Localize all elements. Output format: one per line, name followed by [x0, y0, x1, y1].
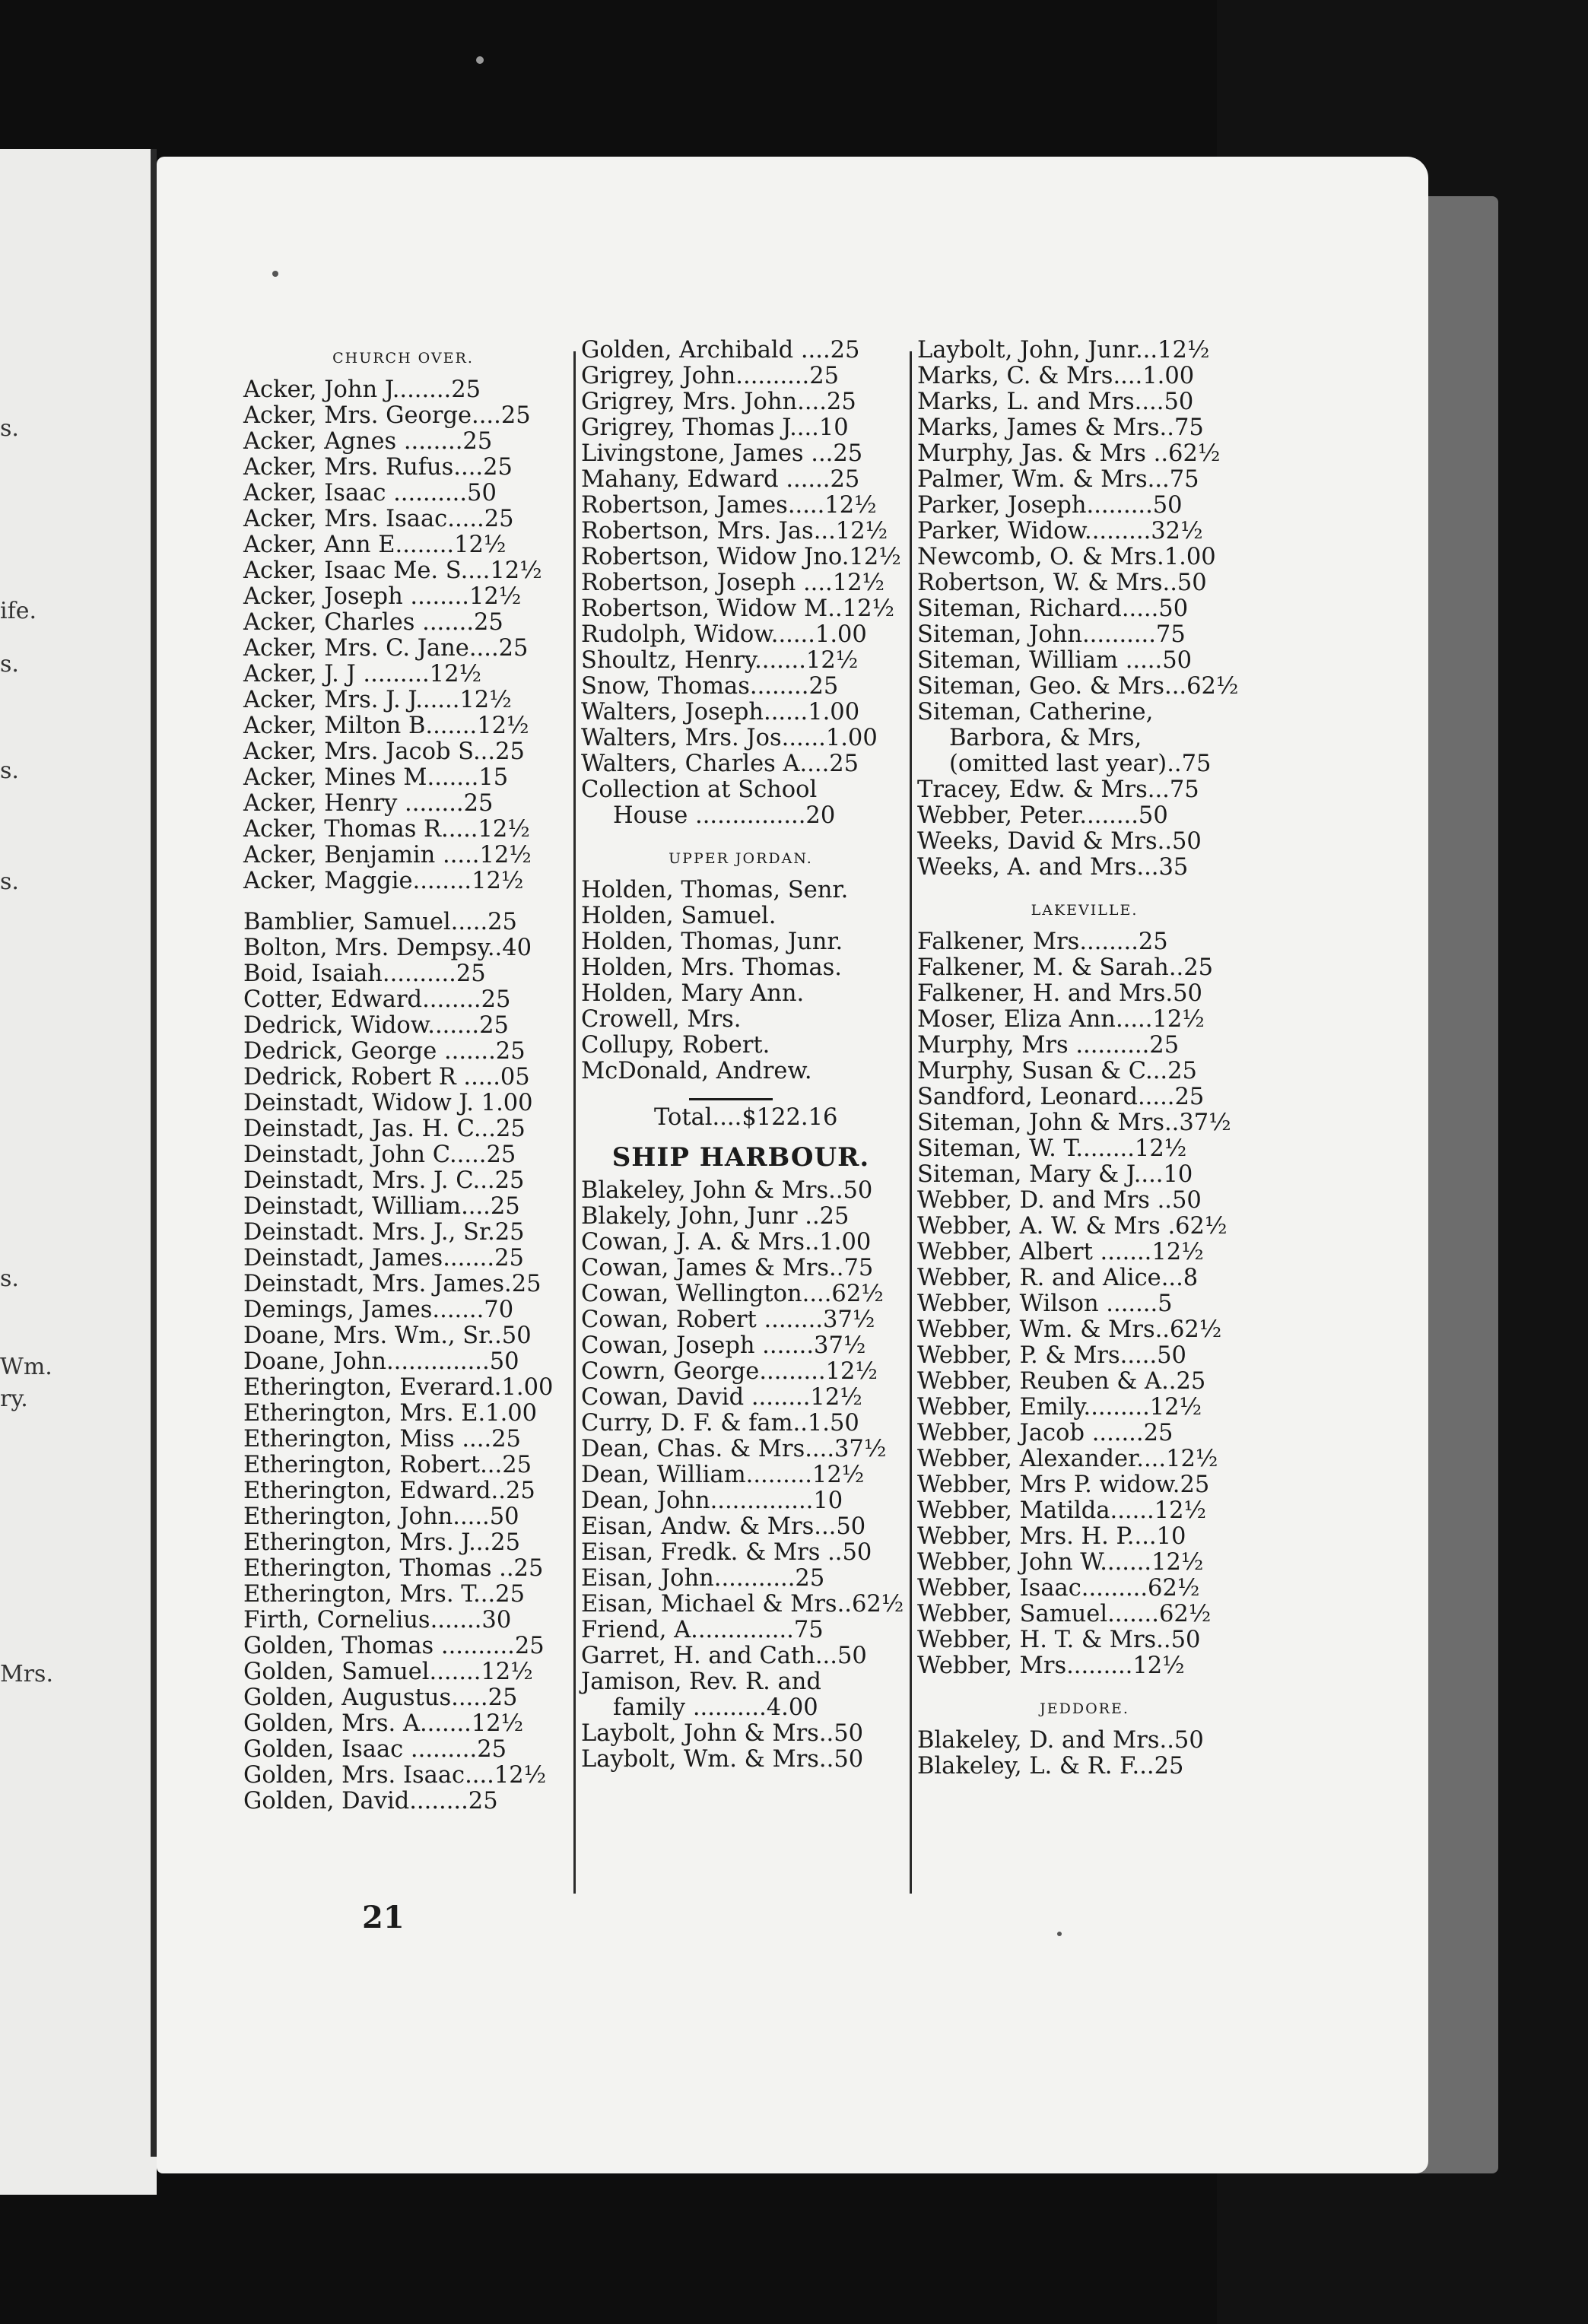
previous-page-fragment: s. — [0, 415, 19, 442]
subscriber-entry: Etherington, Mrs. T...25 — [243, 1581, 525, 1608]
subscriber-entry: Acker, J. J .........12½ — [243, 661, 482, 687]
subscriber-entry: Deinstadt, Mrs. James.25 — [243, 1271, 542, 1297]
subscriber-entry: Webber, Albert .......12½ — [917, 1239, 1204, 1265]
subscriber-entry: Webber, Samuel.......62½ — [917, 1601, 1212, 1627]
subscriber-entry: Marks, James & Mrs..75 — [917, 414, 1204, 441]
subscriber-entry: Golden, Isaac .........25 — [243, 1736, 507, 1763]
subscriber-entry: Webber, D. and Mrs ..50 — [917, 1187, 1202, 1214]
section-heading: CHURCH OVER. — [332, 350, 474, 367]
subscriber-column-1 — [243, 338, 563, 1814]
subscriber-entry: Webber, John W.......12½ — [917, 1549, 1204, 1576]
section-heading: UPPER JORDAN. — [669, 850, 813, 867]
subscriber-entry: Robertson, Joseph ....12½ — [581, 570, 885, 596]
section-heading: LAKEVILLE. — [1031, 902, 1139, 919]
subscriber-entry: Holden, Mary Ann. — [581, 980, 805, 1007]
subscriber-entry: Collupy, Robert. — [581, 1032, 770, 1059]
page-number: 21 — [362, 1900, 405, 1935]
subscriber-entry: Deinstadt, William....25 — [243, 1193, 520, 1220]
subscriber-entry: Acker, Joseph ........12½ — [243, 583, 522, 610]
subscriber-entry: Webber, Jacob .......25 — [917, 1420, 1174, 1446]
subscriber-entry: Webber, P. & Mrs.....50 — [917, 1342, 1186, 1369]
subscriber-entry: Deinstadt, Widow J. 1.00 — [243, 1090, 533, 1116]
subscriber-entry: Falkener, M. & Sarah..25 — [917, 954, 1214, 981]
subscriber-entry: Acker, Benjamin .....12½ — [243, 842, 532, 868]
subscriber-entry: Laybolt, Wm. & Mrs..50 — [581, 1746, 864, 1773]
subscriber-entry: Webber, R. and Alice...8 — [917, 1265, 1199, 1291]
subscriber-entry: Holden, Samuel. — [581, 903, 777, 929]
subscriber-entry: Etherington, Thomas ..25 — [243, 1555, 544, 1582]
subscriber-entry: Walters, Joseph......1.00 — [581, 699, 860, 725]
subscriber-entry: Webber, Mrs. H. P....10 — [917, 1523, 1186, 1550]
subscriber-entry: Dedrick, Widow.......25 — [243, 1012, 509, 1039]
subscriber-entry: Parker, Joseph.........50 — [917, 492, 1183, 519]
subscriber-entry: Jamison, Rev. R. and — [581, 1668, 821, 1695]
subscriber-entry: Murphy, Jas. & Mrs ..62½ — [917, 440, 1221, 467]
subscriber-entry: Acker, John J........25 — [243, 376, 481, 403]
subscriber-entry: Etherington, John.....50 — [243, 1503, 519, 1530]
subscriber-entry: Holden, Thomas, Senr. — [581, 877, 849, 903]
subscriber-entry: Deinstadt, Mrs. J. C...25 — [243, 1167, 525, 1194]
subscriber-entry: Cowan, J. A. & Mrs..1.00 — [581, 1229, 872, 1256]
subscriber-entry: Grigrey, Mrs. John....25 — [581, 389, 856, 415]
subscriber-entry: family ..........4.00 — [613, 1694, 818, 1721]
subscriber-entry: Deinstadt, Jas. H. C...25 — [243, 1116, 526, 1142]
subscriber-entry: Cowan, Robert ........37½ — [581, 1306, 875, 1333]
subscriber-entry: Siteman, Geo. & Mrs...62½ — [917, 673, 1239, 700]
subscriber-entry: Friend, A..............75 — [581, 1617, 824, 1643]
subscriber-entry: Blakely, John, Junr ..25 — [581, 1203, 850, 1230]
subscriber-entry: Acker, Agnes ........25 — [243, 428, 493, 455]
subscriber-entry: McDonald, Andrew. — [581, 1058, 812, 1084]
subscriber-entry: Acker, Mrs. Isaac.....25 — [243, 506, 514, 532]
column-divider — [910, 351, 912, 1894]
subscriber-entry: Collection at School — [581, 776, 818, 803]
subscriber-entry: Acker, Mines M.......15 — [243, 764, 509, 791]
subscriber-entry: Cowan, James & Mrs..75 — [581, 1255, 874, 1281]
subscriber-entry: Walters, Mrs. Jos......1.00 — [581, 725, 878, 751]
subscriber-entry: Parker, Widow.........32½ — [917, 518, 1203, 544]
subscriber-entry: Falkener, Mrs........25 — [917, 929, 1168, 955]
previous-page-fragment: s. — [0, 651, 19, 678]
column-divider — [573, 351, 576, 1894]
subscriber-entry: Walters, Charles A....25 — [581, 751, 859, 777]
subscriber-entry: Acker, Isaac Me. S....12½ — [243, 557, 542, 584]
subscriber-entry: Doane, John..............50 — [243, 1348, 519, 1375]
subscriber-entry: Robertson, Widow M..12½ — [581, 595, 895, 622]
subscriber-entry: Marks, L. and Mrs....50 — [917, 389, 1194, 415]
subscriber-entry: Bamblier, Samuel.....25 — [243, 909, 517, 935]
subscriber-entry: Acker, Milton B.......12½ — [243, 713, 529, 739]
subscriber-entry: Etherington, Everard.1.00 — [243, 1374, 554, 1401]
dust-mark — [476, 56, 484, 64]
subscriber-entry: Acker, Ann E........12½ — [243, 532, 507, 558]
previous-page-fragment: ife. — [0, 598, 37, 624]
subscriber-entry: Eisan, Michael & Mrs..62½ — [581, 1591, 904, 1618]
subscriber-entry: Weeks, A. and Mrs...35 — [917, 854, 1189, 881]
subscriber-entry: Grigrey, John..........25 — [581, 363, 840, 389]
subscriber-entry: Webber, Wm. & Mrs..62½ — [917, 1316, 1222, 1343]
subscriber-entry: Acker, Mrs. J. J......12½ — [243, 687, 512, 713]
subscriber-entry: Grigrey, Thomas J....10 — [581, 414, 849, 441]
subscriber-entry: Webber, H. T. & Mrs..50 — [917, 1627, 1201, 1653]
subscriber-entry: Shoultz, Henry.......12½ — [581, 647, 859, 674]
subscriber-entry: Siteman, Catherine, — [917, 699, 1154, 725]
subscriber-entry: Etherington, Edward..25 — [243, 1478, 535, 1504]
subscriber-entry: Siteman, John..........75 — [917, 621, 1186, 648]
subscriber-entry: Crowell, Mrs. — [581, 1006, 742, 1033]
subscriber-entry: Robertson, James.....12½ — [581, 492, 877, 519]
subscriber-entry: House ...............20 — [613, 802, 836, 829]
subscriber-entry: Blakeley, L. & R. F...25 — [917, 1753, 1184, 1780]
previous-page-fragment: Mrs. — [0, 1661, 53, 1687]
subscriber-entry: Golden, Thomas ..........25 — [243, 1633, 545, 1659]
subscriber-entry: Tracey, Edw. & Mrs...75 — [917, 776, 1199, 803]
subscriber-entry: Weeks, David & Mrs..50 — [917, 828, 1202, 855]
subscriber-entry: Barbora, & Mrs, — [949, 725, 1142, 751]
section-heading: JEDDORE. — [1040, 1700, 1129, 1717]
subscriber-entry: Acker, Thomas R.....12½ — [243, 816, 530, 843]
subscriber-entry: Cowan, David ........12½ — [581, 1384, 862, 1411]
subscriber-entry: Deinstadt, John C.....25 — [243, 1141, 516, 1168]
spacer — [243, 894, 563, 910]
subscriber-entry: Golden, Mrs. Isaac....12½ — [243, 1762, 547, 1789]
subscriber-entry: Acker, Mrs. Jacob S...25 — [243, 738, 525, 765]
subscriber-entry: Blakeley, John & Mrs..50 — [581, 1177, 873, 1204]
subscriber-entry: Doane, Mrs. Wm., Sr..50 — [243, 1322, 532, 1349]
paper-speck — [272, 271, 278, 277]
subscriber-entry: Dean, John..............10 — [581, 1487, 843, 1514]
subscriber-entry: Dedrick, Robert R .....05 — [243, 1064, 530, 1091]
subscriber-entry: Eisan, Andw. & Mrs...50 — [581, 1513, 866, 1540]
subscriber-entry: Eisan, Fredk. & Mrs ..50 — [581, 1539, 872, 1566]
subscriber-entry: Webber, Reuben & A..25 — [917, 1368, 1206, 1395]
subscriber-entry: Acker, Charles .......25 — [243, 609, 503, 636]
subscriber-entry: Boid, Isaiah..........25 — [243, 960, 486, 987]
subscriber-entry: Acker, Isaac ..........50 — [243, 480, 497, 506]
subscriber-entry: Etherington, Miss ....25 — [243, 1426, 521, 1452]
subscriber-entry: Laybolt, John, Junr...12½ — [917, 337, 1210, 364]
subscriber-entry: Cotter, Edward........25 — [243, 986, 511, 1013]
subscriber-column-2 — [581, 337, 904, 1773]
subscriber-entry: Falkener, H. and Mrs.50 — [917, 980, 1202, 1007]
total-rule — [689, 1098, 773, 1100]
subscriber-entry: Firth, Cornelius.......30 — [243, 1607, 512, 1633]
subscriber-entry: Acker, Mrs. C. Jane....25 — [243, 635, 529, 662]
subscriber-entry: Garret, H. and Cath...50 — [581, 1643, 867, 1669]
subscriber-entry: Webber, Isaac.........62½ — [917, 1575, 1200, 1602]
subscriber-entry: Murphy, Susan & C...25 — [917, 1058, 1197, 1084]
previous-page-fragment: Wm. — [0, 1354, 52, 1380]
subscriber-entry: Webber, Peter........50 — [917, 802, 1168, 829]
subscriber-entry: Bolton, Mrs. Dempsy..40 — [243, 935, 532, 961]
subscriber-entry: Robertson, Mrs. Jas...12½ — [581, 518, 888, 544]
subscriber-entry: Webber, Matilda......12½ — [917, 1497, 1207, 1524]
previous-page-fragment: s. — [0, 868, 19, 895]
subscriber-entry: Deinstadt. Mrs. J., Sr.25 — [243, 1219, 525, 1246]
subscriber-entry: Moser, Eliza Ann.....12½ — [917, 1006, 1205, 1033]
subscriber-entry: Holden, Thomas, Junr. — [581, 929, 843, 955]
previous-page-fragment: ry. — [0, 1386, 28, 1412]
subscriber-entry: Siteman, W. T........12½ — [917, 1135, 1187, 1162]
subscriber-entry: Rudolph, Widow......1.00 — [581, 621, 867, 648]
subscriber-entry: Palmer, Wm. & Mrs...75 — [917, 466, 1199, 493]
subscriber-entry: Webber, Alexander....12½ — [917, 1446, 1218, 1472]
subscriber-entry: Siteman, William .....50 — [917, 647, 1193, 674]
subscriber-entry: Cowan, Wellington....62½ — [581, 1281, 884, 1307]
subscriber-entry: Demings, James.......70 — [243, 1297, 514, 1323]
subscriber-entry: Marks, C. & Mrs....1.00 — [917, 363, 1195, 389]
subscriber-entry: Cowrn, George.........12½ — [581, 1358, 878, 1385]
subscriber-entry: Acker, Mrs. George....25 — [243, 402, 531, 429]
subscriber-entry: Blakeley, D. and Mrs..50 — [917, 1727, 1204, 1754]
subscriber-entry: Webber, Mrs P. widow.25 — [917, 1472, 1210, 1498]
subscriber-entry: Sandford, Leonard.....25 — [917, 1084, 1205, 1110]
subscriber-entry: Golden, Augustus.....25 — [243, 1684, 518, 1711]
subscriber-entry: Golden, Samuel.......12½ — [243, 1659, 533, 1685]
subscriber-entry: Golden, David........25 — [243, 1788, 498, 1814]
previous-page — [0, 149, 157, 2195]
paper-speck — [1057, 1932, 1062, 1936]
subscriber-entry: Etherington, Mrs. E.1.00 — [243, 1400, 538, 1427]
subscriber-entry: Dean, William.........12½ — [581, 1462, 865, 1488]
subscriber-entry: Deinstadt, James.......25 — [243, 1245, 524, 1272]
subscriber-entry: Acker, Henry ........25 — [243, 790, 494, 817]
subscriber-entry: Holden, Mrs. Thomas. — [581, 954, 842, 981]
subscriber-column-3 — [917, 338, 1252, 1780]
subscriber-entry: Siteman, John & Mrs..37½ — [917, 1110, 1231, 1136]
subscriber-entry: Acker, Mrs. Rufus....25 — [243, 454, 513, 481]
subscriber-entry: Golden, Archibald ....25 — [581, 337, 860, 364]
subscriber-entry: Murphy, Mrs ..........25 — [917, 1032, 1180, 1059]
subscriber-entry: Siteman, Mary & J....10 — [917, 1161, 1193, 1188]
previous-page-fragment: s. — [0, 1265, 19, 1292]
book-spine — [151, 149, 157, 2157]
section-heading-large: SHIP HARBOUR. — [611, 1142, 870, 1173]
subscriber-entry: Mahany, Edward ......25 — [581, 466, 860, 493]
subscriber-entry: Webber, Wilson .......5 — [917, 1291, 1173, 1317]
subscriber-entry: Dean, Chas. & Mrs....37½ — [581, 1436, 887, 1462]
previous-page-fragment: s. — [0, 757, 19, 784]
subscriber-entry: Cowan, Joseph .......37½ — [581, 1332, 866, 1359]
subscriber-entry: Webber, Mrs.........12½ — [917, 1653, 1185, 1679]
total-line: Total....$122.16 — [654, 1104, 838, 1131]
subscriber-entry: Robertson, W. & Mrs..50 — [917, 570, 1207, 596]
subscriber-entry: Etherington, Robert...25 — [243, 1452, 532, 1478]
subscriber-entry: Curry, D. F. & fam..1.50 — [581, 1410, 859, 1437]
subscriber-entry: Eisan, John...........25 — [581, 1565, 825, 1592]
subscriber-entry: Etherington, Mrs. J...25 — [243, 1529, 520, 1556]
subscriber-entry: Golden, Mrs. A.......12½ — [243, 1710, 524, 1737]
subscriber-entry: Robertson, Widow Jno.12½ — [581, 544, 901, 570]
subscriber-entry: Siteman, Richard.....50 — [917, 595, 1189, 622]
subscriber-entry: Livingstone, James ...25 — [581, 440, 863, 467]
subscriber-entry: Laybolt, John & Mrs..50 — [581, 1720, 864, 1747]
subscriber-entry: Dedrick, George .......25 — [243, 1038, 526, 1065]
subscriber-entry: Acker, Maggie........12½ — [243, 868, 524, 894]
subscriber-entry: Webber, A. W. & Mrs .62½ — [917, 1213, 1228, 1240]
subscriber-entry: (omitted last year)..75 — [949, 751, 1212, 777]
subscriber-entry: Snow, Thomas........25 — [581, 673, 839, 700]
subscriber-entry: Webber, Emily.........12½ — [917, 1394, 1202, 1421]
subscriber-entry: Newcomb, O. & Mrs.1.00 — [917, 544, 1216, 570]
